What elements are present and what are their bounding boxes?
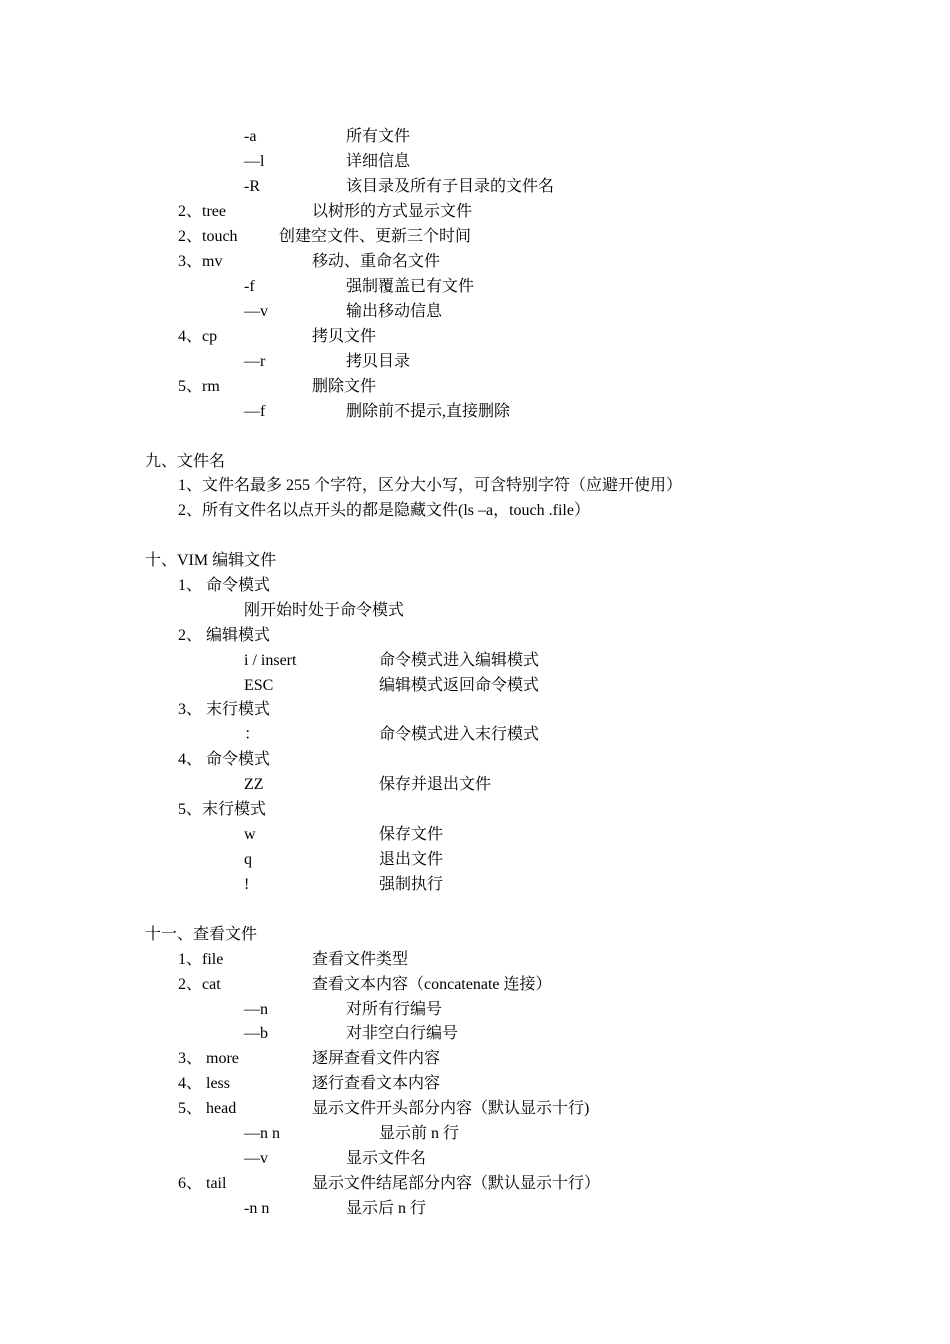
option-desc: 拷贝目录 bbox=[346, 353, 411, 370]
command-row-touch bbox=[0, 224, 950, 249]
command-name: 5、rm bbox=[178, 378, 220, 395]
command-row-cat bbox=[0, 972, 950, 997]
command-row-mv bbox=[0, 249, 950, 274]
key-name: i / insert bbox=[244, 652, 297, 669]
command-name: 4、cp bbox=[178, 328, 218, 345]
ls-option-row bbox=[0, 174, 950, 199]
key-name: ： bbox=[244, 726, 261, 743]
command-name: 3、mv bbox=[178, 253, 223, 270]
command-desc: 显示文件开头部分内容（默认显示十行) bbox=[312, 1100, 590, 1117]
option-desc: 输出移动信息 bbox=[346, 303, 443, 320]
head-option-row bbox=[0, 1121, 950, 1146]
command-name: 4、 less bbox=[178, 1075, 231, 1092]
mode3-title: 3、 末行模式 bbox=[178, 701, 271, 718]
option-flag: —v bbox=[244, 1150, 268, 1167]
option-desc: 显示前 n 行 bbox=[379, 1125, 460, 1142]
command-desc: 以树形的方式显示文件 bbox=[312, 203, 473, 220]
key-row bbox=[0, 772, 950, 797]
option-flag: —n n bbox=[244, 1125, 280, 1142]
mode5-title: 5、末行模式 bbox=[178, 801, 267, 818]
key-row bbox=[0, 648, 950, 673]
key-row bbox=[0, 673, 950, 698]
option-desc: 删除前不提示,直接删除 bbox=[346, 403, 511, 420]
option-flag: —v bbox=[244, 303, 268, 320]
mode-title bbox=[0, 697, 950, 722]
list-item bbox=[0, 473, 950, 498]
command-name: 2、tree bbox=[178, 203, 226, 220]
command-desc: 显示文件结尾部分内容（默认显示十行） bbox=[312, 1175, 601, 1192]
section11-heading: 十一、查看文件 bbox=[145, 926, 258, 943]
command-row-tail bbox=[0, 1171, 950, 1196]
mode1-note: 刚开始时处于命令模式 bbox=[244, 602, 405, 619]
section-heading bbox=[0, 449, 950, 474]
command-row-head bbox=[0, 1096, 950, 1121]
key-name: ZZ bbox=[244, 776, 264, 793]
key-desc: 强制执行 bbox=[379, 876, 444, 893]
command-desc: 创建空文件、更新三个时间 bbox=[279, 228, 472, 245]
command-desc: 逐屏查看文件内容 bbox=[312, 1050, 441, 1067]
mv-option-row bbox=[0, 274, 950, 299]
option-desc: 显示文件名 bbox=[346, 1150, 427, 1167]
option-flag: -R bbox=[244, 178, 260, 195]
mode-title bbox=[0, 573, 950, 598]
option-desc: 该目录及所有子目录的文件名 bbox=[346, 178, 555, 195]
mode-title bbox=[0, 747, 950, 772]
command-row-file bbox=[0, 947, 950, 972]
ls-option-row bbox=[0, 149, 950, 174]
section9-item: 2、所有文件名以点开头的都是隐藏文件(ls –a，touch .file） bbox=[178, 502, 590, 519]
key-row bbox=[0, 822, 950, 847]
option-flag: -f bbox=[244, 278, 255, 295]
option-flag: —b bbox=[244, 1025, 268, 1042]
key-desc: 命令模式进入编辑模式 bbox=[379, 652, 540, 669]
command-name: 5、 head bbox=[178, 1100, 237, 1117]
option-flag: —n bbox=[244, 1001, 268, 1018]
command-desc: 逐行查看文本内容 bbox=[312, 1075, 441, 1092]
option-flag: —r bbox=[244, 353, 266, 370]
section-heading bbox=[0, 548, 950, 573]
mode4-title: 4、 命令模式 bbox=[178, 751, 271, 768]
option-flag: —l bbox=[244, 153, 265, 170]
command-name: 1、file bbox=[178, 951, 224, 968]
cp-option-row bbox=[0, 349, 950, 374]
command-desc: 删除文件 bbox=[312, 378, 377, 395]
key-row bbox=[0, 722, 950, 747]
mv-option-row bbox=[0, 299, 950, 324]
command-row-rm bbox=[0, 374, 950, 399]
key-name: ! bbox=[244, 876, 250, 893]
head-option-row bbox=[0, 1146, 950, 1171]
key-desc: 编辑模式返回命令模式 bbox=[379, 677, 540, 694]
command-row-more bbox=[0, 1046, 950, 1071]
rm-option-row bbox=[0, 399, 950, 424]
key-desc: 保存并退出文件 bbox=[379, 776, 492, 793]
command-row-less bbox=[0, 1071, 950, 1096]
section10-heading: 十、VIM 编辑文件 bbox=[145, 552, 277, 569]
command-row-cp bbox=[0, 324, 950, 349]
mode1-title: 1、 命令模式 bbox=[178, 577, 271, 594]
list-item bbox=[0, 498, 950, 523]
option-desc: 所有文件 bbox=[346, 128, 411, 145]
command-row-tree bbox=[0, 199, 950, 224]
key-row bbox=[0, 872, 950, 897]
option-flag: -n n bbox=[244, 1200, 270, 1217]
key-row bbox=[0, 847, 950, 872]
mode-note bbox=[0, 598, 950, 623]
command-name: 2、cat bbox=[178, 976, 221, 993]
key-desc: 保存文件 bbox=[379, 826, 444, 843]
cat-option-row bbox=[0, 1021, 950, 1046]
section-heading bbox=[0, 922, 950, 947]
option-desc: 显示后 n 行 bbox=[346, 1200, 427, 1217]
option-flag: -a bbox=[244, 128, 257, 145]
command-name: 2、touch bbox=[178, 228, 238, 245]
ls-option-row bbox=[0, 124, 950, 149]
option-desc: 对非空白行编号 bbox=[346, 1025, 459, 1042]
cat-option-row bbox=[0, 997, 950, 1022]
option-desc: 对所有行编号 bbox=[346, 1001, 443, 1018]
section9-item: 1、文件名最多 255 个字符，区分大小写，可含特别字符（应避开使用） bbox=[178, 477, 683, 494]
command-desc: 查看文本内容（concatenate 连接） bbox=[312, 976, 552, 993]
option-desc: 详细信息 bbox=[346, 153, 411, 170]
tail-option-row bbox=[0, 1196, 950, 1221]
option-desc: 强制覆盖已有文件 bbox=[346, 278, 475, 295]
key-desc: 命令模式进入末行模式 bbox=[379, 726, 540, 743]
option-flag: —f bbox=[244, 403, 266, 420]
mode-title bbox=[0, 797, 950, 822]
key-name: ESC bbox=[244, 677, 274, 694]
section9-heading: 九、文件名 bbox=[145, 453, 226, 470]
command-desc: 查看文件类型 bbox=[312, 951, 409, 968]
mode-title bbox=[0, 623, 950, 648]
key-name: w bbox=[244, 826, 256, 843]
mode2-title: 2、 编辑模式 bbox=[178, 627, 271, 644]
key-name: q bbox=[244, 851, 252, 868]
command-desc: 移动、重命名文件 bbox=[312, 253, 441, 270]
command-desc: 拷贝文件 bbox=[312, 328, 377, 345]
key-desc: 退出文件 bbox=[379, 851, 444, 868]
command-name: 6、 tail bbox=[178, 1175, 227, 1192]
command-name: 3、 more bbox=[178, 1050, 239, 1067]
